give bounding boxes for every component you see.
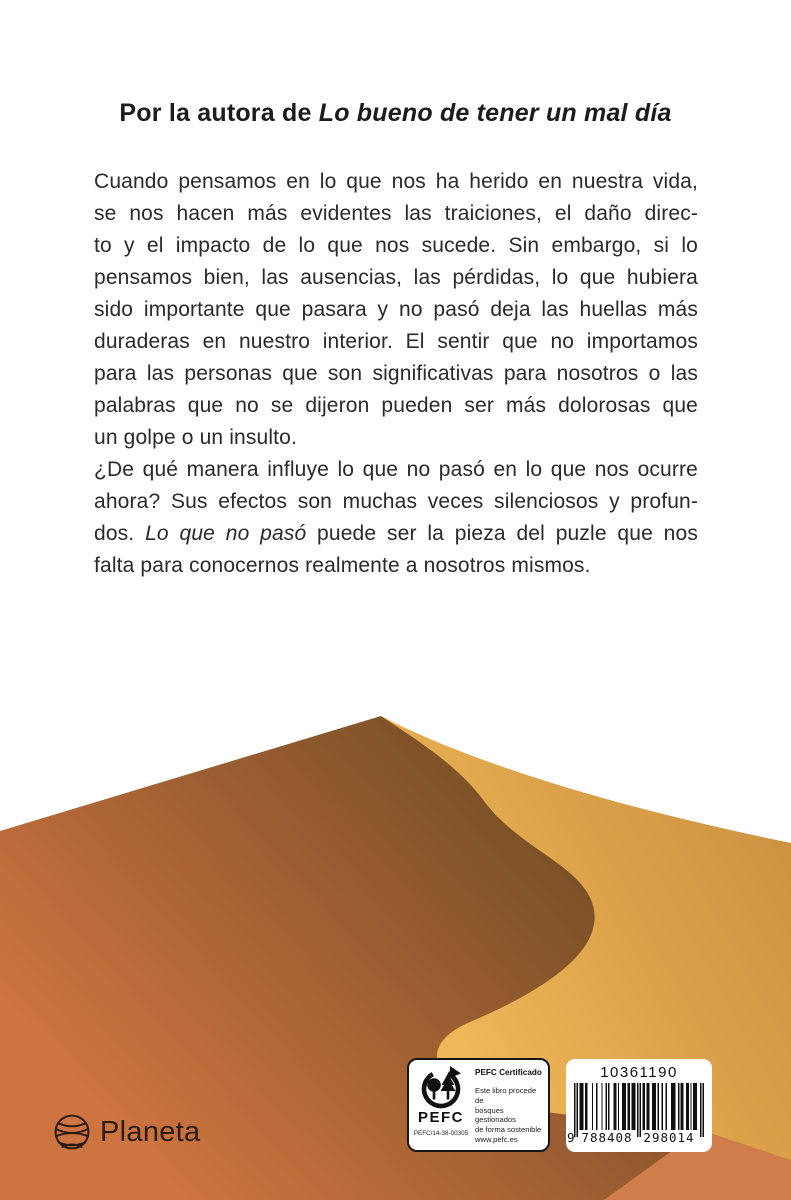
back-cover-synopsis [94, 166, 698, 582]
pefc-title: PEFC Certificado [475, 1068, 542, 1077]
body-text-line: to y el impacto de lo que nos sucede. Sin embargo, si lo [94, 234, 698, 257]
body-text-line: se nos hacen más evidentes las traiciones, el daño direc- [94, 202, 698, 225]
body-text-line: ¿De qué manera influye lo que no pasó en lo que nos ocurre [94, 458, 698, 481]
body-text-line: pensamos bien, las ausencias, las pérdidas, lo que hubiera [94, 266, 698, 289]
body-text-line: palabras que no se dijeron pueden ser más dolorosas que [94, 394, 698, 417]
body-text-line: Cuando pensamos en lo que nos ha herido en nuestra vida, [94, 170, 698, 193]
pefc-cert-code: PEFC/14-38-00305 [413, 1130, 469, 1137]
author-header [0, 99, 791, 128]
publisher-logo [53, 1112, 200, 1152]
pefc-trees-icon [419, 1065, 463, 1109]
planeta-globe-icon [53, 1113, 91, 1151]
body-text-line: dos. Lo que no pasó puede ser la pieza del puzle que nos [94, 522, 698, 545]
barcode-digits [567, 1130, 704, 1148]
author-header-book-title: Lo bueno de tener un mal día [318, 99, 672, 127]
isbn-barcode-label [566, 1059, 712, 1152]
pefc-description-line: de forma sostenible [475, 1125, 542, 1135]
author-header-prefix: Por la autora de [119, 99, 319, 127]
pefc-description-line: bosques gestionados [475, 1105, 516, 1125]
pefc-certification-label [407, 1058, 550, 1152]
ean13-barcode [574, 1083, 704, 1137]
pefc-url: www.pefc.es [475, 1135, 518, 1144]
ean-right-digits: 298014 [643, 1130, 695, 1145]
pefc-wordmark: PEFC [417, 1109, 464, 1126]
barcode-top-number: 10361190 [600, 1064, 678, 1081]
body-text-line: sido importante que pasara y no pasó deja las huellas más [94, 298, 698, 321]
pefc-description [475, 1086, 542, 1135]
body-text-line: para las personas que son significativas para nosotros o las [94, 362, 698, 385]
publisher-name: Planeta [100, 1115, 201, 1148]
body-text-line: ahora? Sus efectos son muchas veces silenciosos y profun- [94, 490, 698, 513]
body-text-line: falta para conocernos realmente a nosotros mismos. [94, 554, 591, 577]
pefc-description-line: Este libro procede de [475, 1086, 537, 1105]
pefc-text-column [473, 1060, 548, 1150]
pefc-logo-column [409, 1060, 473, 1150]
body-text-line: duraderas en nuestro interior. El sentir que no importamos [94, 330, 698, 353]
ean-first-digit: 9 [567, 1130, 575, 1145]
body-text-line: un golpe o un insulto. [94, 426, 297, 449]
ean-left-digits: 788408 [581, 1130, 633, 1145]
